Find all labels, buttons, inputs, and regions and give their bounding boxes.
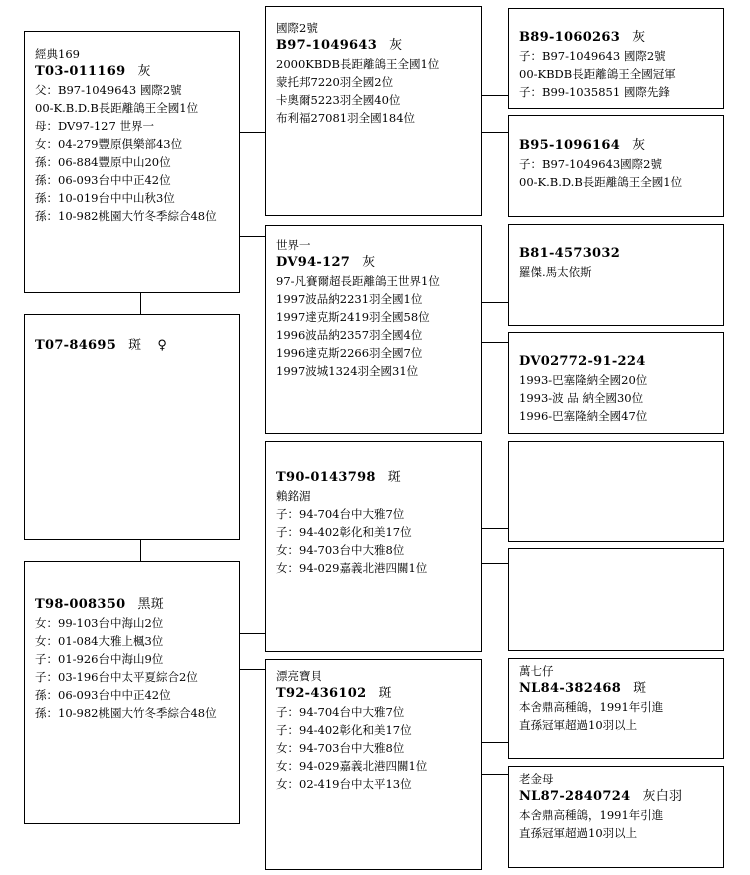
mother-sire-card: [24, 561, 240, 824]
sire-name: 國際2號: [276, 21, 318, 35]
sire-record: 布利福27081羽全國184位: [276, 111, 416, 125]
b89-record: 00-KBDB長距離鴿王全國冠軍: [519, 67, 676, 81]
dam-record: 1997波城1324羽全國31位: [276, 364, 419, 378]
dv02772-record: 1993-巴塞隆納全國20位: [519, 373, 648, 387]
t92-record: 女：94-029嘉義北港四關1位: [276, 759, 428, 773]
nl84-card: [508, 658, 724, 759]
sire-color: 灰: [389, 38, 403, 53]
connector-dam-dv02772: [481, 342, 509, 343]
t92-ring-id: T92-436102 斑: [276, 686, 392, 701]
nl87-ring-id: NL87-2840724 灰白羽: [519, 789, 683, 804]
b89-card: [508, 8, 724, 109]
dam-record: 1997波品納2231羽全國1位: [276, 292, 423, 306]
sire-card: [265, 6, 482, 216]
connector-sire-b95: [481, 132, 509, 133]
pigeon-record: 女：04-279豐原俱樂部43位: [35, 137, 183, 151]
t92-record-list: [276, 703, 473, 793]
dv02772-card: [508, 332, 724, 434]
b89-ring-id: B89-1060263 灰: [519, 30, 646, 45]
t90-ring-id: T90-0143798 斑: [276, 470, 402, 485]
sire-record: 蒙托邦7220羽全國2位: [276, 75, 394, 89]
pigeon-record: 父：B97-1049643 國際2號: [35, 83, 182, 97]
dv02772-record: 1996-巴塞隆納全國47位: [519, 409, 648, 423]
b95-card: [508, 115, 724, 217]
mother-sire-ring-id: T98-008350 黑斑: [35, 597, 165, 612]
connector-dam-b81: [481, 302, 509, 303]
dam-record: 1996波品納2357羽全國4位: [276, 328, 423, 342]
mother-sire-record: 子：03-196台中太平夏綜合2位: [35, 670, 198, 684]
nl84-record: 直孫冠軍超過10羽以上: [519, 718, 638, 732]
pigeon-record: 孫：10-982桃園大竹冬季綜合48位: [35, 209, 217, 223]
t92-record: 女：02-419台中太平13位: [276, 777, 412, 791]
pigeon-ring-id: T03-011169 灰: [35, 64, 151, 79]
connector-mothersire-t90: [239, 633, 266, 634]
dam-card: [265, 225, 482, 434]
nl87-name: 老金母: [519, 772, 554, 786]
nl87-color: 灰白羽: [642, 789, 683, 804]
mother-sire-record: 女：99-103台中海山2位: [35, 616, 164, 630]
pigeon-title: 經典169: [35, 47, 80, 61]
b95-record: 子：B97-1049643國際2號: [519, 157, 663, 171]
t90-record: 子：94-704台中大雅7位: [276, 507, 405, 521]
t90-parent1-card: [508, 441, 724, 542]
dam-record: 1997達克斯2419羽全國58位: [276, 310, 430, 324]
nl87-card: [508, 766, 724, 868]
t90-record: 子：94-402彰化和美17位: [276, 525, 412, 539]
b95-record: 00-K.B.D.B長距離鴿王全國1位: [519, 175, 683, 189]
pigeon-record-list: [35, 81, 231, 225]
pigeon-record: 母：DV97-127 世界一: [35, 119, 154, 133]
dam-record: 97-凡賽爾超長距離鴿王世界1位: [276, 274, 440, 288]
t92-color: 斑: [378, 686, 392, 701]
t92-record: 子：94-402彰化和美17位: [276, 723, 412, 737]
t92-card: [265, 659, 482, 870]
pigeon-record: 孫：06-093台中中正42位: [35, 173, 171, 187]
mother-sire-record-list: [35, 614, 231, 722]
nl84-name: 萬七仔: [519, 664, 554, 678]
b95-color: 灰: [632, 138, 646, 153]
mother-ring-id: T07-84695 斑 ♀: [35, 338, 168, 353]
pigeon-record: 孫：10-019台中中山秋3位: [35, 191, 175, 205]
connector-pigeon-sire: [239, 132, 266, 133]
sire-ring-id: B97-1049643 灰: [276, 38, 403, 53]
nl87-record: 直孫冠軍超過10羽以上: [519, 826, 638, 840]
connector-mother-mothersire: [140, 539, 141, 562]
dv02772-record: 1993-波 品 納全國30位: [519, 391, 644, 405]
nl84-color: 斑: [633, 681, 647, 696]
t92-record: 子：94-704台中大雅7位: [276, 705, 405, 719]
sire-record: 卡奧爾5223羽全國40位: [276, 93, 401, 107]
dv02772-ring-id: DV02772-91-224: [519, 354, 646, 369]
mother-sire-color: 黑斑: [137, 597, 165, 612]
connector-pigeon-mother: [140, 292, 141, 315]
connector-t92-nl87: [481, 774, 509, 775]
connector-pigeon-dam: [239, 236, 266, 237]
mother-sire-record: 孫：06-093台中中正42位: [35, 688, 171, 702]
b89-color: 灰: [632, 30, 646, 45]
mother-color: 斑: [128, 338, 142, 353]
t90-card: [265, 441, 482, 652]
mother-sire-record: 子：01-926台中海山9位: [35, 652, 164, 666]
nl87-record: 本舍鼎高種鴿，1991年引進: [519, 808, 664, 822]
connector-mothersire-t92: [239, 669, 266, 670]
pigeon-record: 00-K.B.D.B長距離鴿王全國1位: [35, 101, 199, 115]
t90-record: 女：94-029嘉義北港四關1位: [276, 561, 428, 575]
mother-sire-record: 孫：10-982桃園大竹冬季綜合48位: [35, 706, 217, 720]
t90-breeder-name: 賴銘湄: [276, 489, 311, 503]
female-sex-icon: ♀: [157, 338, 168, 353]
sire-record-list: [276, 55, 473, 127]
pigeon-color: 灰: [137, 64, 151, 79]
t90-record: 女：94-703台中大雅8位: [276, 543, 405, 557]
t90-record-list: [276, 505, 473, 577]
connector-t92-nl84: [481, 742, 509, 743]
pigeon-card: [24, 31, 240, 293]
b89-record: 子：B99-1035851 國際先鋒: [519, 85, 670, 99]
pigeon-record: 孫：06-884豐原中山20位: [35, 155, 171, 169]
b81-breeder-name: 羅傑.馬太依斯: [519, 265, 592, 279]
t92-record: 女：94-703台中大雅8位: [276, 741, 405, 755]
connector-sire-b89: [481, 95, 509, 96]
t92-name: 漂亮寶貝: [276, 669, 322, 683]
t90-color: 斑: [387, 470, 402, 485]
nl84-record: 本舍鼎高種鴿，1991年引進: [519, 700, 664, 714]
connector-t90-parent1: [481, 528, 509, 529]
dam-color: 灰: [362, 255, 376, 270]
mother-card: [24, 314, 240, 540]
b81-ring-id: B81-4573032: [519, 246, 621, 261]
b95-ring-id: B95-1096164 灰: [519, 138, 646, 153]
mother-sire-record: 女：01-084大雅上楓3位: [35, 634, 164, 648]
b89-record: 子：B97-1049643 國際2號: [519, 49, 666, 63]
dam-ring-id: DV94-127 灰: [276, 255, 376, 270]
dam-record-list: [276, 272, 473, 380]
sire-record: 2000KBDB長距離鴿王全國1位: [276, 57, 440, 71]
connector-t90-parent2: [481, 563, 509, 564]
nl84-ring-id: NL84-382468 斑: [519, 681, 647, 696]
t90-parent2-card: [508, 548, 724, 651]
dam-name: 世界一: [276, 238, 311, 252]
dam-record: 1996達克斯2266羽全國7位: [276, 346, 423, 360]
b81-card: [508, 224, 724, 326]
